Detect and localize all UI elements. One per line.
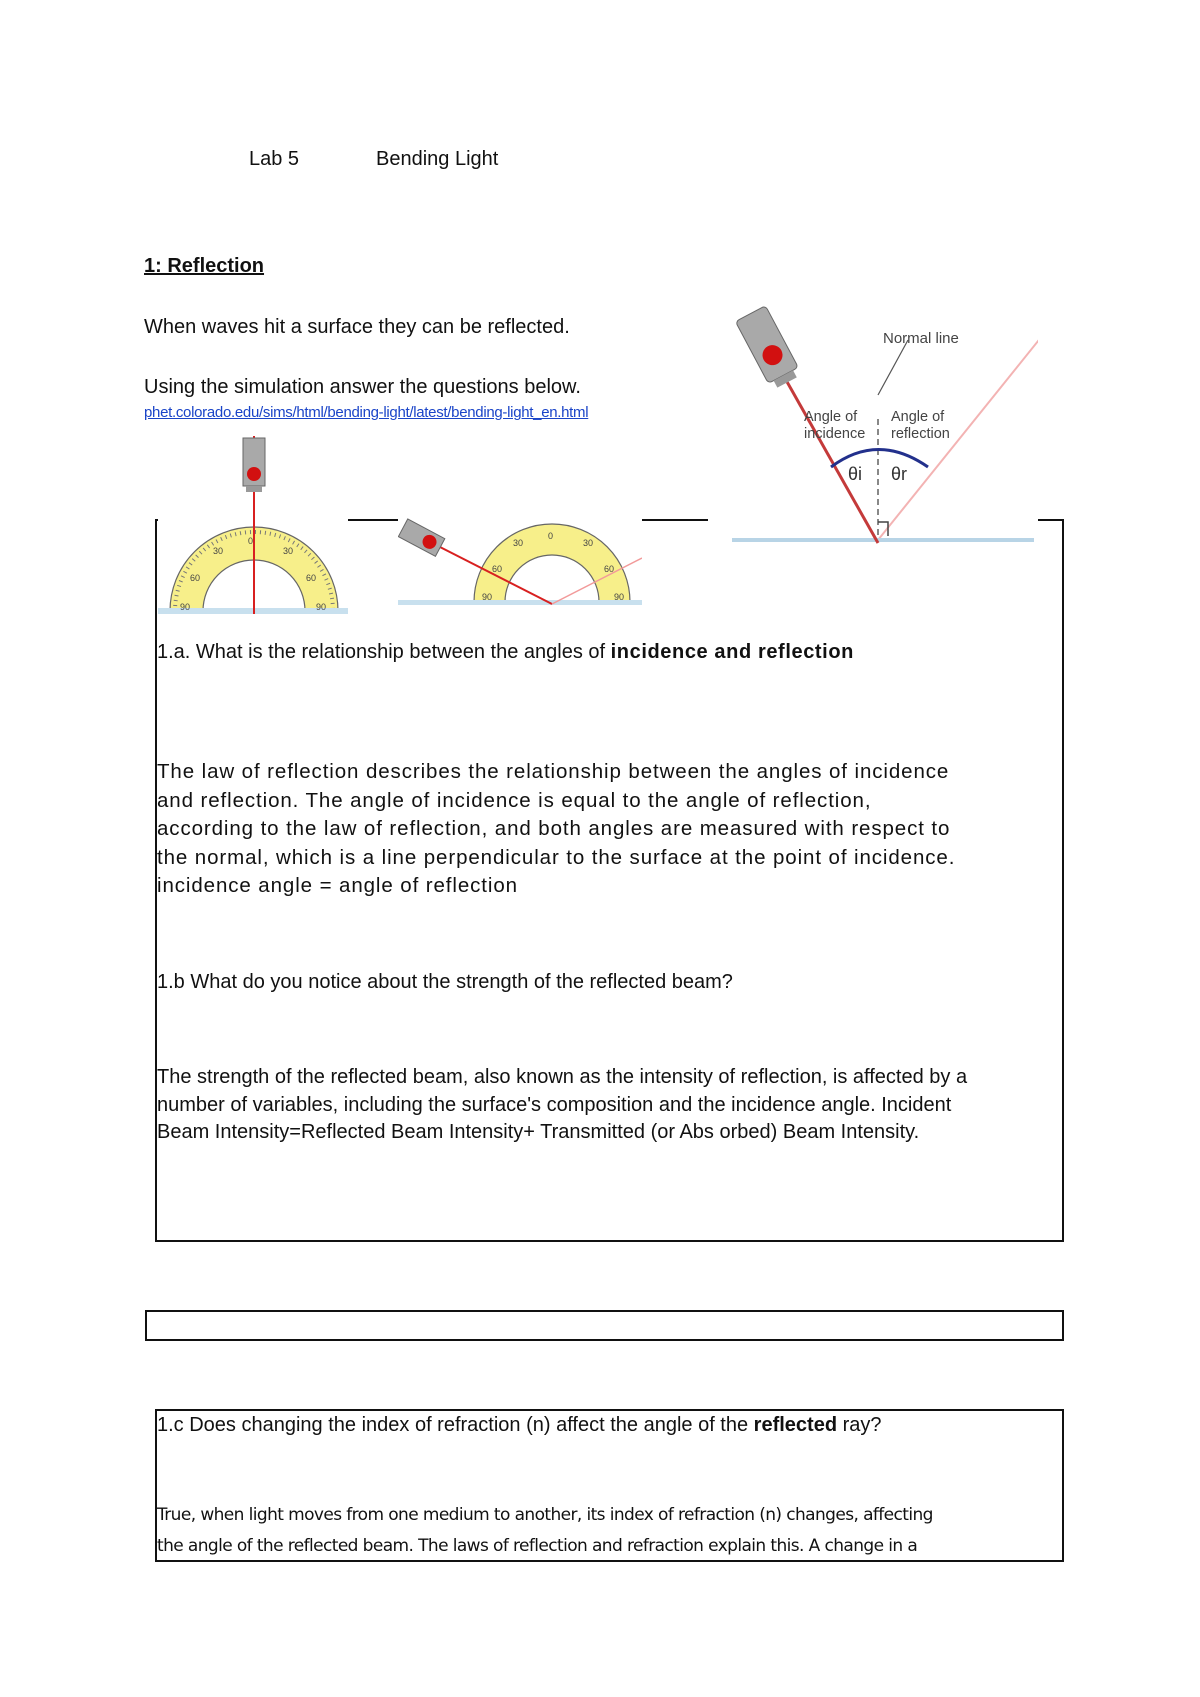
question-1a — [157, 641, 854, 664]
question-1a-text: 1.a. What is the relationship between the angles of — [157, 641, 611, 663]
reflection-label-1: Angle of — [891, 409, 945, 425]
answer-line: True, when light moves from one medium to another, its index of refraction (n) changes, affecting — [157, 1505, 933, 1525]
protractor-label: 90 — [614, 592, 625, 602]
protractor-label: 30 — [283, 546, 294, 556]
protractor-angled-diagram — [398, 516, 642, 608]
protractor-label: 0 — [548, 531, 554, 541]
normal-pointer — [878, 340, 908, 395]
question-1c-suffix: ray? — [837, 1414, 882, 1436]
incidence-label-1: Angle of — [804, 409, 858, 425]
intro-text: When waves hit a surface they can be reflected. — [144, 316, 570, 338]
instruction-text: Using the simulation answer the questions below. — [144, 376, 581, 398]
reflection-label-2: reflection — [891, 426, 950, 442]
surface-line — [398, 600, 642, 605]
laser-icon — [735, 306, 802, 391]
answer-1b — [157, 1064, 967, 1147]
angle-arc — [831, 450, 928, 468]
protractor-label: 30 — [513, 538, 524, 548]
answer-line: according to the law of reflection, and both angles are measured with respect to — [157, 817, 951, 840]
protractor-label: 60 — [492, 564, 503, 574]
answer-line: and reflection. The angle of incidence is equal to the angle of reflection, — [157, 788, 872, 812]
answer-line: The strength of the reflected beam, also known as the intensity of reflection, is affected by a — [157, 1066, 968, 1088]
answer-line: Beam Intensity=Reflected Beam Intensity+ Transmitted (or Abs orbed) Beam Intensity. — [157, 1121, 920, 1143]
answer-line: the angle of the reflected beam. The laws of reflection and refraction explain this. A change in a — [157, 1536, 918, 1556]
incident-ray — [786, 380, 878, 543]
protractor-label: 90 — [316, 602, 327, 612]
reflection-diagram — [708, 305, 1038, 545]
question-1a-bold: incidence and reflection — [610, 641, 854, 663]
question-1c-bold: reflected — [753, 1414, 838, 1436]
simulation-link[interactable]: phet.colorado.edu/sims/html/bending-light/latest/bending-light_en.html — [144, 404, 589, 421]
protractor-label: 30 — [213, 546, 224, 556]
protractor-normal-diagram — [158, 436, 348, 618]
section-heading: 1: Reflection — [144, 255, 265, 277]
question-1c-text: 1.c Does changing the index of refraction (n) affect the angle of the — [157, 1414, 754, 1436]
answer-line: the normal, which is a line perpendicular to the surface at the point of incidence. — [157, 845, 956, 869]
lab-title: Bending Light — [376, 148, 499, 170]
lab-number: Lab 5 — [249, 148, 300, 170]
protractor-label: 60 — [306, 573, 317, 583]
theta-r-label: θr — [891, 464, 908, 484]
protractor-label: 30 — [583, 538, 594, 548]
protractor-label: 0 — [248, 536, 254, 546]
answer-line: incidence angle = angle of reflection — [157, 874, 518, 897]
protractor-label: 60 — [604, 564, 615, 574]
answer-line: number of variables, including the surface's composition and the incidence angle. Incident — [157, 1093, 952, 1116]
protractor-label: 90 — [180, 602, 191, 612]
laser-icon — [398, 519, 444, 556]
empty-answer-box[interactable] — [145, 1310, 1064, 1341]
question-1b: 1.b What do you notice about the strength of the reflected beam? — [157, 971, 733, 993]
normal-line-label: Normal line — [883, 330, 959, 347]
answer-1a — [157, 758, 955, 901]
protractor-label: 90 — [482, 592, 493, 602]
protractor-label: 60 — [190, 573, 201, 583]
answer-1c — [157, 1500, 933, 1562]
incidence-label-2: incidence — [804, 426, 866, 442]
theta-i-label: θi — [848, 464, 863, 484]
answer-line: The law of reflection describes the relationship between the angles of incidence — [157, 760, 950, 783]
laser-icon — [243, 438, 265, 492]
question-1c — [157, 1414, 882, 1437]
